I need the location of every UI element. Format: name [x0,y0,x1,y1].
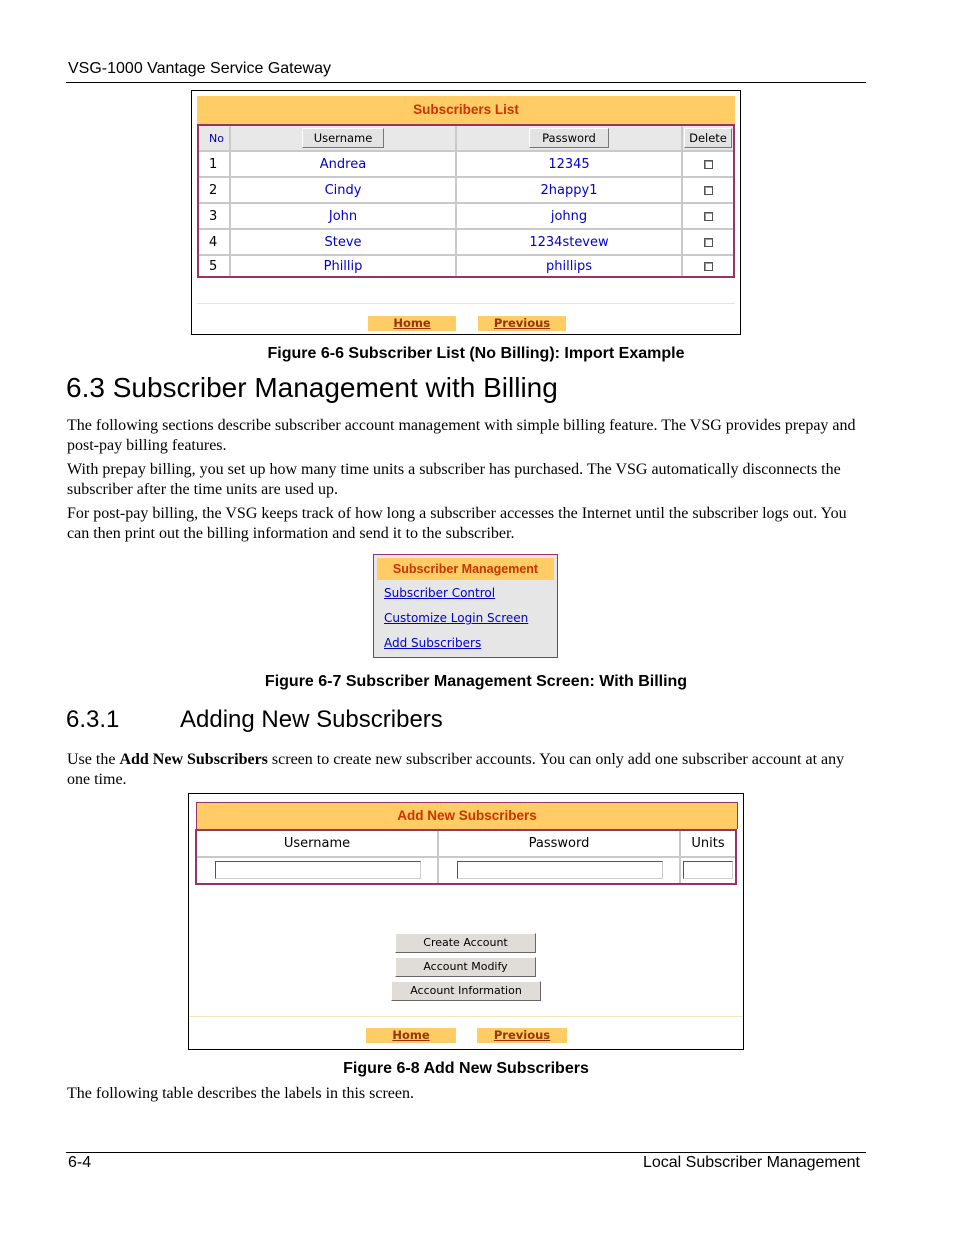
username-sort-button[interactable]: Username [302,128,384,148]
menu-title: Subscriber Management [377,558,554,580]
add-subscribers-link[interactable]: Add Subscribers [384,636,482,650]
subscribers-table [197,124,735,278]
delete-checkbox[interactable] [704,262,713,271]
row-number: 5 [199,256,229,276]
units-input[interactable] [683,861,733,879]
delete-cell [683,178,733,202]
row-number: 3 [199,204,229,228]
paragraph: The following table describes the labels in this screen. [67,1085,415,1102]
previous-button[interactable]: Previous [478,316,566,331]
username-header-cell [231,126,455,150]
header-rule [66,82,866,83]
create-account-button[interactable]: Create Account [395,933,536,953]
divider [189,1016,743,1017]
password-input[interactable] [457,861,663,879]
username-header: Username [197,831,437,856]
chapter-title: Local Subscriber Management [642,1154,860,1171]
delete-cell [683,230,733,254]
subscribers-list-screen [191,90,741,335]
password-sort-button[interactable]: Password [529,128,609,148]
delete-header-cell [683,126,733,150]
figure-caption: Figure 6-7 Subscriber Management Screen: With Billing [264,673,688,690]
divider [197,303,735,304]
delete-cell [683,204,733,228]
row-number: 1 [199,152,229,176]
username-cell: Cindy [231,178,455,202]
username-cell: Phillip [231,256,455,276]
paragraph: For post-pay billing, the VSG keeps track of how long a subscriber accesses the Internet until the subscriber logs out. You can then print out the billing information and send it to the subscriber. [67,505,847,542]
add-subscribers-title: Add New Subscribers [196,802,738,829]
text: screen to create new subscriber accounts. You can only add one subscriber account at any one time. [67,751,845,788]
password-cell: 2happy1 [457,178,681,202]
delete-checkbox[interactable] [704,238,713,247]
figure-caption: Figure 6-8 Add New Subscribers [343,1060,589,1077]
home-button[interactable]: Home [368,316,456,331]
add-subscribers-form [195,829,737,885]
account-information-button[interactable]: Account Information [391,981,541,1001]
paragraph [67,750,867,790]
footer-rule [66,1152,866,1153]
bold-text: Add New Subscribers [119,751,268,768]
row-number: 2 [199,178,229,202]
username-cell: Andrea [231,152,455,176]
username-cell: Steve [231,230,455,254]
password-cell: 12345 [457,152,681,176]
delete-cell [683,256,733,276]
units-header: Units [681,831,735,856]
row-number: 4 [199,230,229,254]
subscriber-control-link[interactable]: Subscriber Control [384,586,496,600]
page-number: 6-4 [68,1154,92,1171]
delete-checkbox[interactable] [704,212,713,221]
delete-checkbox[interactable] [704,160,713,169]
password-cell: johng [457,204,681,228]
delete-checkbox[interactable] [704,186,713,195]
username-input[interactable] [215,861,421,879]
paragraph: The following sections describe subscriber account management with simple billing feature. The VSG provides prepay and post-pay billing features. [67,417,856,454]
password-cell: 1234stevew [457,230,681,254]
delete-cell [683,152,733,176]
password-header-cell [457,126,681,150]
add-new-subscribers-screen [188,793,744,1050]
account-modify-button[interactable]: Account Modify [395,957,536,977]
text: Use the [67,751,120,768]
delete-button[interactable]: Delete [684,128,732,148]
username-cell: John [231,204,455,228]
section-heading: 6.3 Subscriber Management with Billing [66,372,558,403]
previous-button[interactable]: Previous [477,1028,567,1043]
running-header: VSG-1000 Vantage Service Gateway [68,60,331,77]
subsection-number: 6.3.1 [66,706,120,733]
subscribers-list-title: Subscribers List [197,96,735,124]
password-cell: phillips [457,256,681,276]
password-header: Password [439,831,679,856]
customize-login-screen-link[interactable]: Customize Login Screen [384,611,529,625]
no-column-header: No [199,126,229,150]
figure-caption: Figure 6-6 Subscriber List (No Billing): Import Example [267,345,685,362]
subscriber-management-menu [373,554,558,658]
home-button[interactable]: Home [366,1028,456,1043]
subsection-title: Adding New Subscribers [180,706,443,733]
paragraph: With prepay billing, you set up how many time units a subscriber has purchased. The VSG automatically disconnects the subscriber after the time units are used up. [67,461,841,498]
